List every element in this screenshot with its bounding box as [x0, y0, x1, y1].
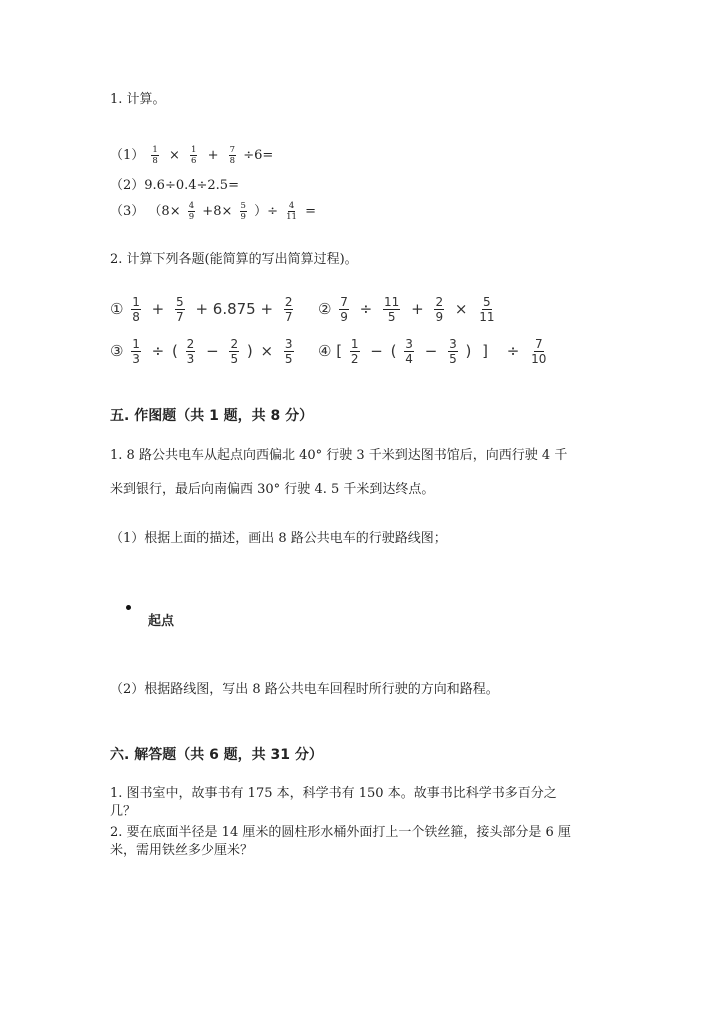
fraction-numerator: 5	[176, 295, 184, 309]
operator: ×	[260, 342, 274, 360]
paren: )	[246, 342, 253, 360]
expression-tail: ÷6=	[243, 148, 274, 163]
fraction	[285, 202, 298, 222]
operator: ÷	[359, 300, 373, 318]
operator: ÷	[151, 342, 165, 360]
fraction-denominator: 5	[230, 352, 239, 366]
expression-part: ）÷	[254, 204, 278, 219]
expression-tail: =	[305, 204, 316, 219]
section6-q1-line-1: 1. 图书室中，故事书有 175 本，科学书有 150 本。故事书比科学书多百分之	[110, 786, 557, 801]
fraction-numerator: 3	[449, 337, 457, 351]
fraction	[229, 146, 236, 166]
fraction-numerator: 7	[534, 337, 543, 351]
section5-heading: 五. 作图题（共 1 题，共 8 分）	[110, 408, 314, 424]
fraction-denominator: 6	[191, 156, 197, 166]
fraction-denominator: 7	[176, 310, 184, 324]
operator: −	[424, 342, 438, 360]
fraction-denominator: 5	[387, 310, 396, 324]
fraction-numerator: 2	[435, 295, 444, 309]
section6-heading: 六. 解答题（共 6 题，共 31 分）	[110, 747, 323, 763]
section6-q2-line-2: 米，需用铁丝多少厘米？	[110, 843, 254, 858]
operator: ×	[168, 148, 180, 163]
section5-problem-line-1: 1. 8 路公共电车从起点向西偏北 40° 行驶 3 千米到达图书馆后，向西行驶 4 千	[110, 448, 568, 463]
circled-number: ①	[110, 300, 124, 318]
fraction	[339, 296, 349, 323]
fraction-denominator: 5	[284, 352, 293, 366]
fraction-numerator: 2	[230, 337, 239, 351]
fraction	[188, 202, 195, 222]
fraction-numerator: 7	[340, 295, 348, 309]
start-point-label: 起点	[148, 614, 175, 629]
operator: −	[370, 342, 383, 360]
fraction-numerator: 4	[188, 200, 195, 211]
fraction-numerator: 1	[350, 337, 359, 351]
bracket: ]	[482, 342, 488, 360]
fraction	[383, 296, 400, 323]
fraction	[131, 338, 141, 365]
fraction	[229, 338, 239, 365]
fraction-numerator: 1	[132, 337, 140, 351]
fraction-denominator: 11	[479, 310, 495, 324]
fraction-denominator: 8	[152, 156, 158, 166]
fraction-denominator: 10	[531, 352, 547, 366]
q1-item-3	[110, 200, 316, 222]
fraction-numerator: 5	[240, 200, 246, 211]
bracket: [	[336, 342, 343, 360]
fraction-denominator: 4	[405, 352, 413, 366]
fraction	[190, 146, 197, 166]
expression-part: + 6.875 +	[195, 300, 274, 318]
fraction-numerator: 3	[405, 337, 413, 351]
fraction-denominator: 9	[188, 212, 195, 222]
start-point-dot	[126, 605, 131, 610]
section5-sub-question-2: （2）根据路线图，写出 8 路公共电车回程时所行驶的方向和路程。	[110, 682, 499, 697]
fraction-numerator: 5	[483, 295, 491, 309]
fraction	[434, 296, 444, 323]
fraction	[530, 338, 547, 365]
item-label: （3）	[110, 204, 145, 219]
fraction	[284, 296, 294, 323]
section5-problem-line-2: 米到银行，最后向南偏西 30° 行驶 4. 5 千米到达终点。	[110, 482, 435, 497]
fraction-numerator: 7	[229, 144, 236, 155]
fraction	[284, 338, 294, 365]
fraction-denominator: 3	[132, 352, 140, 366]
circled-number: ②	[318, 300, 332, 318]
fraction-denominator: 9	[240, 212, 246, 222]
operator: +	[207, 148, 219, 163]
fraction-numerator: 11	[384, 295, 400, 309]
fraction-numerator: 1	[132, 295, 140, 309]
circled-number: ④	[318, 342, 332, 360]
fraction-denominator: 9	[435, 310, 444, 324]
section5-sub-question-1: （1）根据上面的描述，画出 8 路公共电车的行驶路线图；	[110, 531, 447, 546]
q1-title: 1. 计算。	[110, 92, 166, 107]
fraction-denominator: 5	[449, 352, 457, 366]
fraction-numerator: 1	[191, 144, 197, 155]
fraction-denominator: 11	[286, 212, 297, 222]
operator: +	[411, 300, 424, 318]
section6-q2-line-1: 2. 要在底面半径是 14 厘米的圆柱形水桶外面打上一个铁丝箍，接头部分是 6 厘	[110, 825, 571, 840]
item-label: （1）	[110, 148, 145, 163]
section6-q1-line-2: 几？	[110, 804, 137, 819]
q2-expression-2	[318, 296, 499, 323]
fraction	[448, 338, 458, 365]
q1-item-2: （2）9.6÷0.4÷2.5=	[110, 178, 239, 193]
operator: −	[206, 342, 219, 360]
operator: +	[151, 300, 165, 318]
fraction	[478, 296, 495, 323]
paren: )	[465, 342, 472, 360]
q2-expression-3	[110, 338, 297, 365]
q2-title: 2. 计算下列各题(能简算的写出简算过程)。	[110, 252, 358, 267]
fraction-denominator: 8	[229, 156, 236, 166]
fraction-denominator: 8	[132, 310, 140, 324]
fraction	[404, 338, 414, 365]
paren: (	[390, 342, 397, 360]
expression-part: +8×	[202, 204, 233, 219]
q1-item-1	[110, 144, 273, 166]
fraction	[151, 146, 158, 166]
fraction	[175, 296, 185, 323]
fraction	[186, 338, 196, 365]
fraction-numerator: 1	[152, 144, 158, 155]
fraction-numerator: 2	[186, 337, 195, 351]
q2-expression-1	[110, 296, 296, 323]
circled-number: ③	[110, 342, 124, 360]
fraction	[240, 202, 247, 222]
fraction	[131, 296, 141, 323]
fraction-denominator: 3	[186, 352, 195, 366]
fraction	[350, 338, 360, 365]
fraction-numerator: 2	[284, 295, 293, 309]
expression-part: （8×	[148, 204, 181, 219]
fraction-numerator: 3	[284, 337, 293, 351]
operator: ×	[454, 300, 468, 318]
paren: (	[172, 342, 178, 360]
fraction-denominator: 7	[284, 310, 293, 324]
fraction-denominator: 9	[340, 310, 348, 324]
fraction-denominator: 2	[350, 352, 359, 366]
fraction-numerator: 4	[288, 200, 295, 211]
q2-expression-4	[318, 338, 550, 365]
operator: ÷	[506, 342, 520, 360]
